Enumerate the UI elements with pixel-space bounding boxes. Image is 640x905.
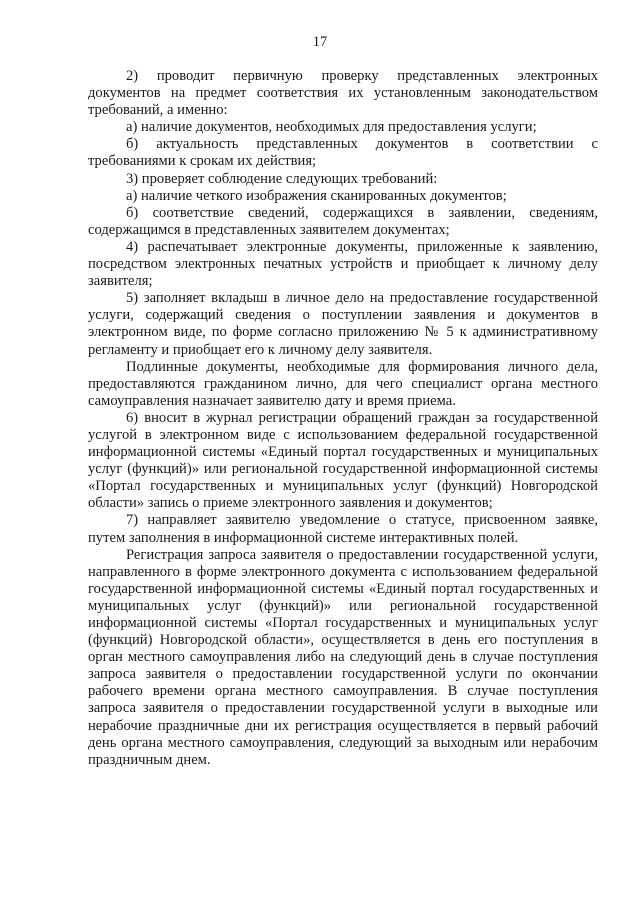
paragraph: б) соответствие сведений, содержащихся в заявлении, сведениям, содержащимся в представленных заявителем документах;	[88, 204, 598, 238]
document-body	[88, 68, 598, 769]
paragraph: 3) проверяет соблюдение следующих требований:	[126, 170, 438, 187]
paragraph: 4) распечатывает электронные документы, приложенные к заявлению, посредством электронных печатных устройств и приобщает к личному делу заявителя;	[88, 238, 598, 290]
paragraph: а) наличие документов, необходимых для предоставления услуги;	[126, 119, 537, 136]
paragraph: Подлинные документы, необходимые для формирования личного дела, предоставляются гражданином лично, для чего специалист органа местного самоуправления назначает заявителю дату и время приема.	[88, 358, 598, 409]
paragraph: 6) вносит в журнал регистрации обращений граждан за государственной услугой в электронном виде с использованием федеральной государственной информационной системы «Единый портал государственных и муниципальных услуг (функций)» или региональной государственной информационной системы «Портал государственных и муниципальных услуг (функций) Новгородской области» запись о приеме электронного заявления и документов;	[88, 409, 598, 512]
paragraph: б) актуальность представленных документов в соответствии с требованиями к срокам их действия;	[88, 136, 598, 170]
paragraph: 2) проводит первичную проверку представленных электронных документов на предмет соответствия их установленным законодательством требований, а именно:	[88, 68, 598, 119]
page-number: 17	[312, 34, 328, 50]
paragraph: 5) заполняет вкладыш в личное дело на предоставление государственной услуги, содержащий сведения о поступлении заявления и документов в электронном виде, по форме согласно приложению № 5 к административному регламенту и приобщает его к личному делу заявителя.	[88, 290, 598, 358]
paragraph: 7) направляет заявителю уведомление о статусе, присвоенном заявке, путем заполнения в информационной системе интерактивных полей.	[88, 512, 598, 546]
paragraph: Регистрация запроса заявителя о предоставлении государственной услуги, направленного в форме электронного документа с использованием федеральной государственной информационной системы «Единый портал государственных и муниципальных услуг (функций)» или региональной государственной информационной системы «Портал государственных и муниципальных услуг (функций) Новгородской области», осуществляется в день его поступления в орган местного самоуправления либо на следующий день в случае поступления запроса заявителя о предоставлении государственной услуги по окончании рабочего времени органа местного самоуправления. В случае поступления запроса заявителя о предоставлении государственной услуги в выходные или нерабочие праздничные дни их регистрация осуществляется в первый рабочий день органа местного самоуправления, следующий за выходным или нерабочим праздничным днем.	[88, 546, 598, 768]
paragraph: а) наличие четкого изображения сканированных документов;	[126, 187, 507, 204]
